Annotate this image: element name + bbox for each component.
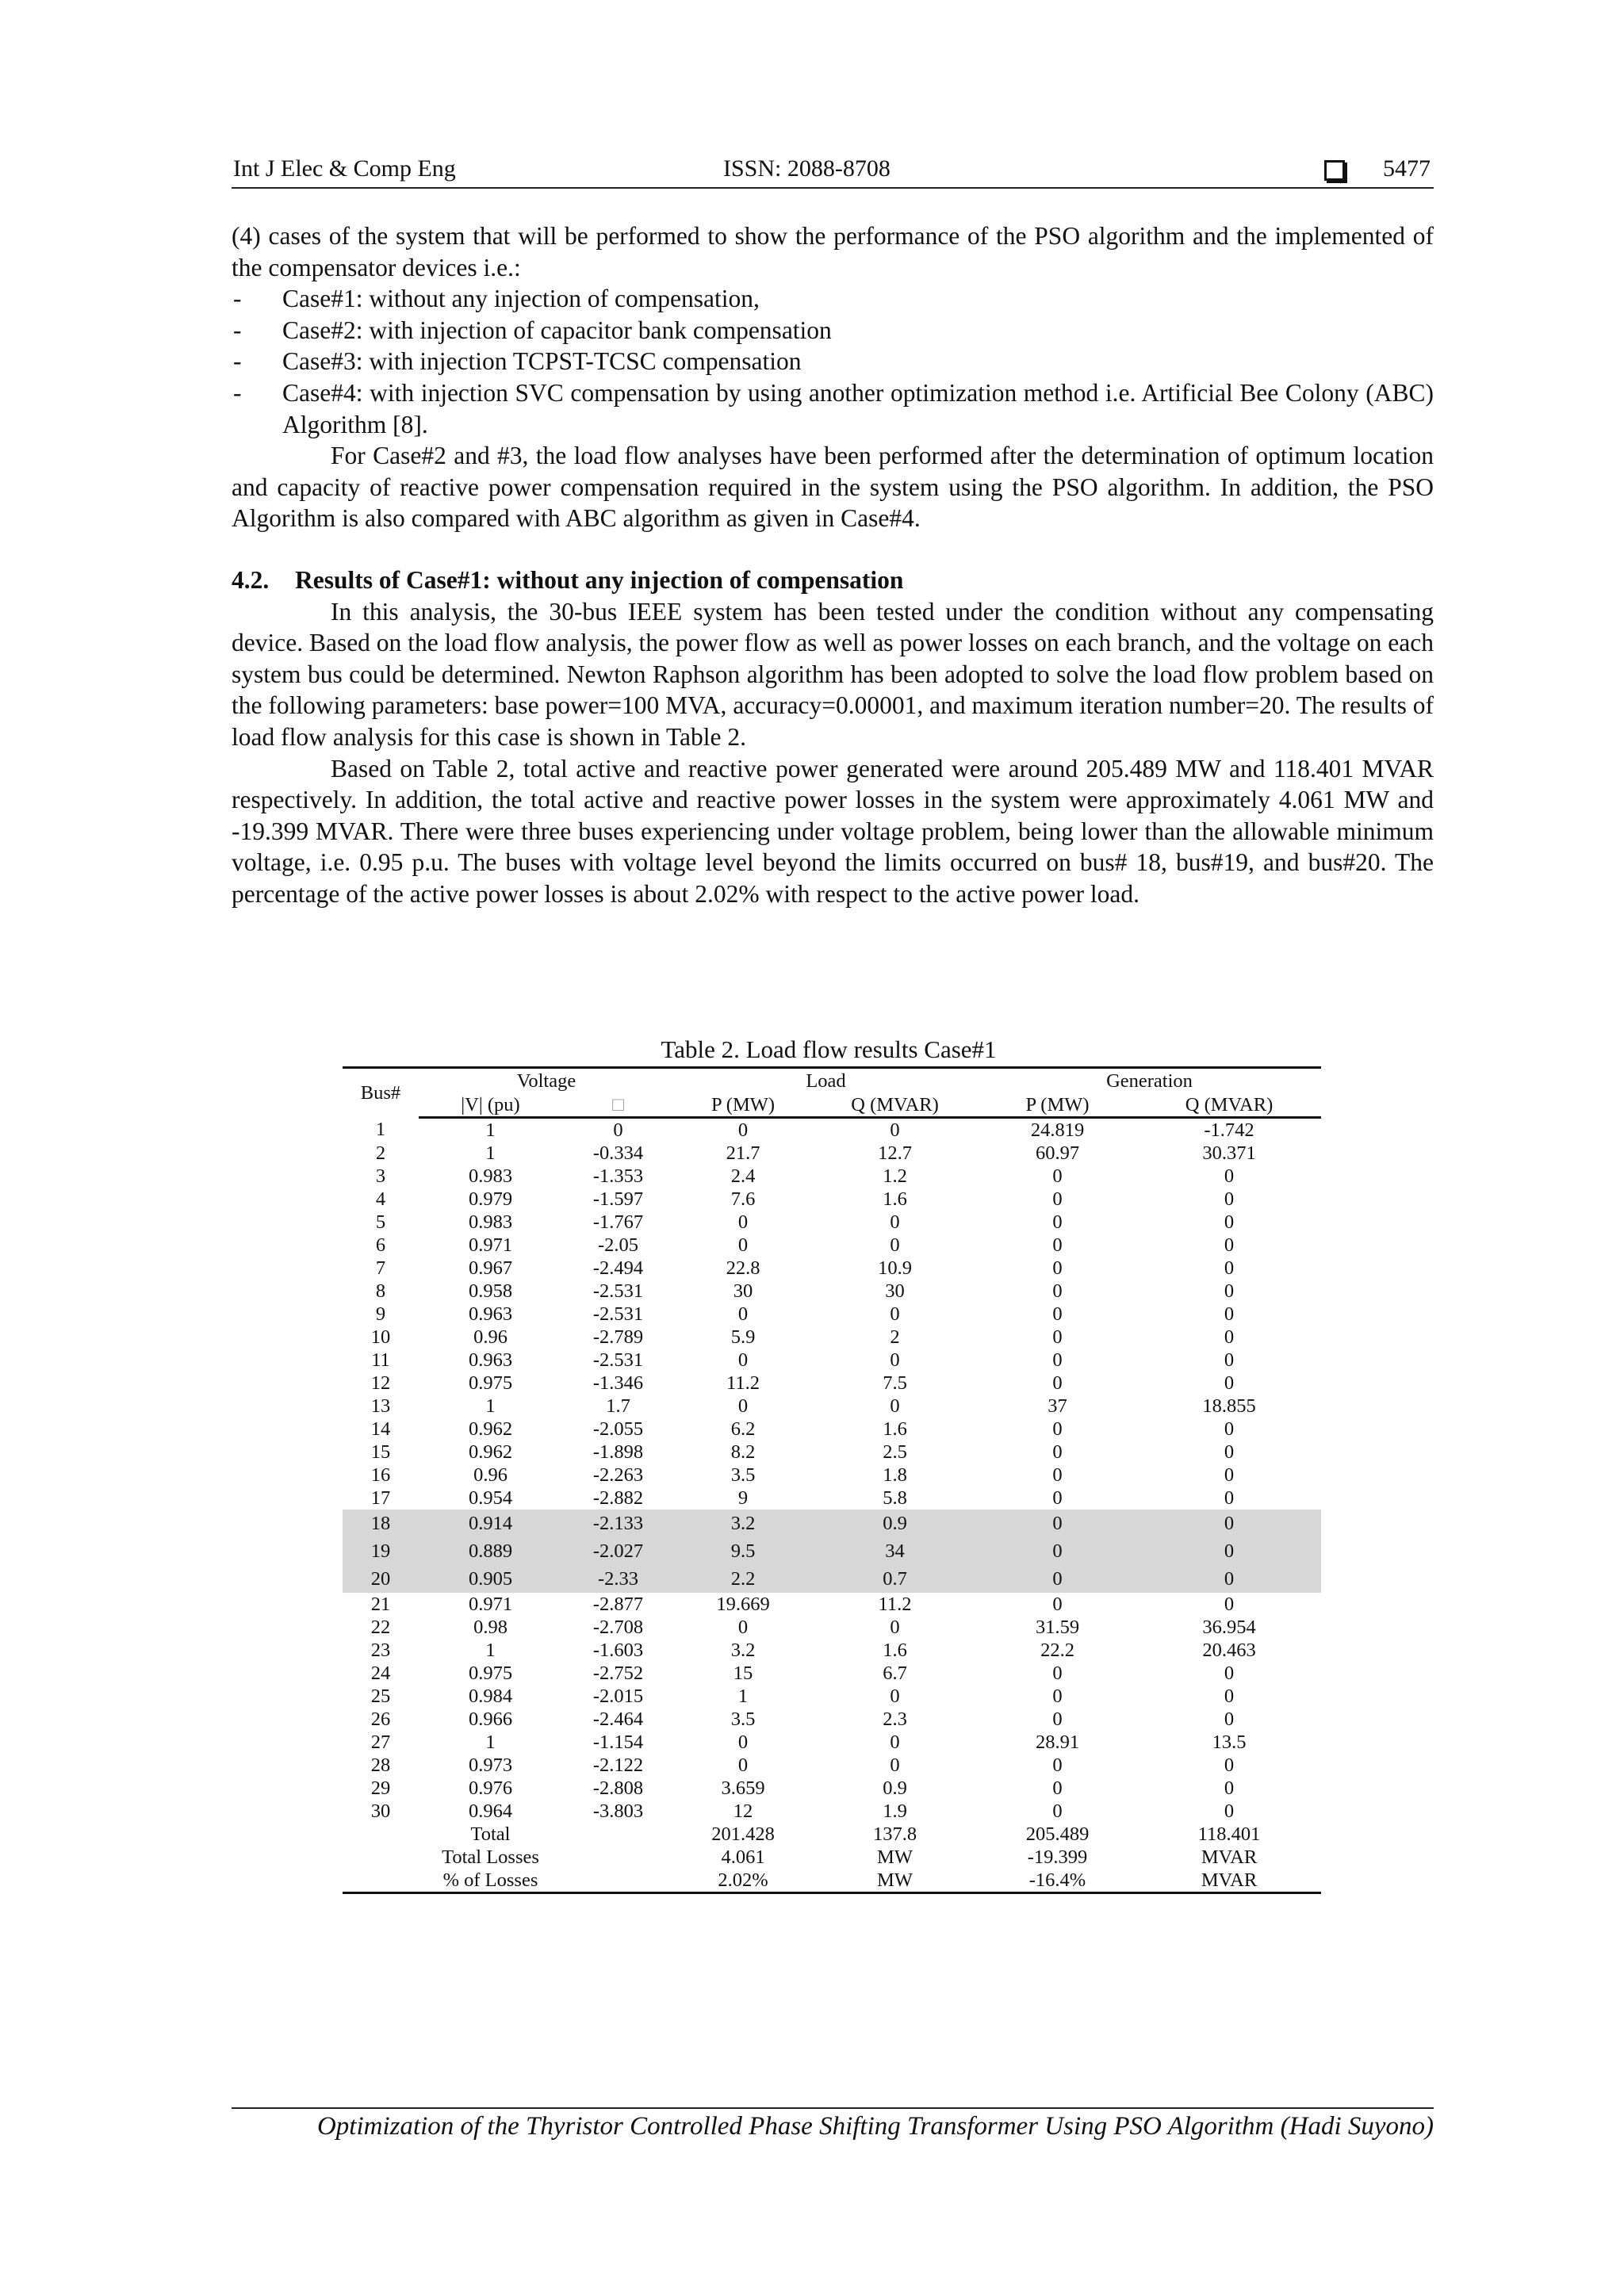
page-number: 5477 bbox=[1383, 155, 1431, 182]
table-row bbox=[343, 1372, 1321, 1395]
table-cell: 0 bbox=[1052, 1372, 1063, 1394]
table-cell: 0 bbox=[890, 1617, 900, 1638]
table-cell: 0 bbox=[1052, 1234, 1063, 1256]
table-cell: 1 bbox=[485, 1732, 496, 1753]
table-cell: 0 bbox=[1052, 1663, 1063, 1684]
table-cell: 1.6 bbox=[883, 1640, 907, 1661]
running-header bbox=[232, 155, 1434, 189]
table-cell: 0.964 bbox=[468, 1800, 513, 1822]
table-cell: 0 bbox=[1052, 1777, 1063, 1799]
table-cell: 19.669 bbox=[716, 1594, 770, 1615]
table-cell: 5 bbox=[375, 1211, 386, 1233]
table-cell: 0 bbox=[737, 1755, 749, 1776]
header-generation: Generation bbox=[1106, 1070, 1193, 1092]
table-cell: 0 bbox=[1224, 1303, 1235, 1325]
table-cell: 0.889 bbox=[419, 1537, 562, 1565]
table-cell: 0 bbox=[737, 1303, 749, 1325]
table-cell: 0.98 bbox=[473, 1617, 508, 1638]
table-cell: 1.7 bbox=[606, 1395, 630, 1417]
table-cell: 0.962 bbox=[468, 1418, 513, 1440]
table-cell: 60.97 bbox=[1035, 1142, 1080, 1164]
table-row bbox=[343, 1639, 1321, 1662]
summary-cell: 118.401 bbox=[1197, 1823, 1261, 1845]
table-cell: 21 bbox=[370, 1594, 391, 1615]
table-cell: -2.05 bbox=[597, 1234, 639, 1256]
table-cell: 0 bbox=[1052, 1188, 1063, 1210]
table-cell: 29 bbox=[370, 1777, 391, 1799]
header-voltage: Voltage bbox=[516, 1070, 576, 1092]
table-cell: 0.96 bbox=[473, 1326, 508, 1348]
table-row bbox=[343, 1685, 1321, 1708]
table-cell: -2.877 bbox=[592, 1594, 644, 1615]
table-cell: 0 bbox=[890, 1755, 900, 1776]
table-cell: 36.954 bbox=[1202, 1617, 1256, 1638]
table-row bbox=[343, 1487, 1321, 1510]
table-body bbox=[343, 1118, 1321, 1893]
table-cell: 6 bbox=[375, 1234, 386, 1256]
table-cell: 2.4 bbox=[730, 1165, 756, 1187]
table-cell: 16 bbox=[370, 1464, 391, 1486]
table-cell: 3.5 bbox=[730, 1464, 756, 1486]
table-row bbox=[343, 1777, 1321, 1800]
journal-name: Int J Elec & Comp Eng bbox=[233, 155, 456, 182]
table-cell: 0 bbox=[1052, 1755, 1063, 1776]
table-cell: 0 bbox=[1052, 1487, 1063, 1509]
table-cell: 7.6 bbox=[730, 1188, 756, 1210]
table-row bbox=[343, 1616, 1321, 1639]
table-cell: 0 bbox=[890, 1732, 900, 1753]
table-row bbox=[343, 1303, 1321, 1326]
table-cell: 0.96 bbox=[473, 1464, 508, 1486]
table-caption: Table 2. Load flow results Case#1 bbox=[661, 1035, 997, 1063]
table-cell: -2.789 bbox=[592, 1326, 644, 1348]
table-cell: -2.464 bbox=[592, 1709, 644, 1730]
table-row bbox=[343, 1464, 1321, 1487]
table-cell: 0 bbox=[890, 1349, 900, 1371]
table-row bbox=[343, 1593, 1321, 1616]
header-bus: Bus# bbox=[360, 1082, 401, 1104]
table-cell: -2.494 bbox=[592, 1257, 644, 1279]
case-list bbox=[232, 283, 1434, 440]
table-cell: -2.015 bbox=[592, 1686, 644, 1707]
table-cell: -2.882 bbox=[592, 1487, 644, 1509]
table-cell: 2.5 bbox=[883, 1441, 907, 1463]
table-cell: 26 bbox=[370, 1709, 391, 1730]
table-cell: 2 bbox=[890, 1326, 900, 1348]
table-cell: 0 bbox=[1224, 1326, 1235, 1348]
table-cell: 25 bbox=[370, 1686, 391, 1707]
table-cell: 28 bbox=[370, 1755, 391, 1776]
table-cell: 0.983 bbox=[468, 1165, 513, 1187]
table-cell: 0 bbox=[737, 1617, 749, 1638]
table-cell: 2.3 bbox=[883, 1709, 907, 1730]
table-row bbox=[343, 1565, 1321, 1593]
table-cell: 1.6 bbox=[883, 1418, 907, 1440]
section-heading: 4.2. Results of Case#1: without any injection of compensation bbox=[232, 565, 904, 594]
table-row bbox=[343, 1537, 1321, 1565]
summary-cell: MVAR bbox=[1201, 1869, 1258, 1891]
results-paragraph-1: In this analysis, the 30-bus IEEE system has been tested under the condition without any compensating device. Based on the load flow analysis, the power flow as well as power losses on each branch, and the voltage on each system bus could be determined. Newton Raphson algorithm has been adopted to solve the load flow problem based on the following parameters: base power=100 MVA, accuracy=0.00001, and maximum iteration number=20. The results of load flow analysis for this case is shown in Table 2. bbox=[232, 597, 1434, 751]
table-cell: 0 bbox=[1052, 1257, 1063, 1279]
table-cell: 0 bbox=[737, 1234, 749, 1256]
table-cell: 0 bbox=[978, 1510, 1137, 1537]
summary-label: Total bbox=[470, 1823, 511, 1845]
table-cell: 1 bbox=[737, 1686, 749, 1707]
summary-cell: MVAR bbox=[1201, 1846, 1258, 1868]
table-cell: 0.905 bbox=[419, 1565, 562, 1593]
table-cell: 0 bbox=[1224, 1777, 1235, 1799]
table-cell: 23 bbox=[370, 1640, 391, 1661]
header-load-p: P (MW) bbox=[674, 1093, 812, 1118]
case-item: - Case#3: with injection TCPST-TCSC compensation bbox=[233, 347, 802, 376]
table-cell: 0 bbox=[890, 1211, 900, 1233]
table-cell: 11.2 bbox=[726, 1372, 760, 1394]
summary-label: % of Losses bbox=[442, 1869, 538, 1891]
table-cell: -1.603 bbox=[592, 1640, 644, 1661]
table-cell: 0 bbox=[890, 1119, 900, 1141]
table-cell: -2.808 bbox=[592, 1777, 644, 1799]
table-cell: 0 bbox=[1224, 1188, 1235, 1210]
table-cell: -2.263 bbox=[592, 1464, 644, 1486]
table-cell: 22 bbox=[370, 1617, 391, 1638]
table-cell: 0 bbox=[1052, 1441, 1063, 1463]
table-cell: 1.6 bbox=[883, 1188, 907, 1210]
table-cell: 3.2 bbox=[730, 1640, 756, 1661]
table-row bbox=[343, 1800, 1321, 1823]
table-row bbox=[343, 1211, 1321, 1234]
case-item: - Case#2: with injection of capacitor bank compensation bbox=[233, 316, 832, 344]
table-cell: -1.346 bbox=[592, 1372, 644, 1394]
table-cell: 0 bbox=[1137, 1565, 1321, 1593]
table-cell: 5.8 bbox=[883, 1487, 907, 1509]
table-cell: 0 bbox=[1224, 1349, 1235, 1371]
load-flow-table bbox=[343, 1066, 1321, 1894]
table-cell: 3.659 bbox=[721, 1777, 765, 1799]
table-cell: 0 bbox=[978, 1537, 1137, 1565]
table-cell: 0.7 bbox=[812, 1565, 978, 1593]
body-text bbox=[232, 220, 1434, 909]
results-paragraph-2: Based on Table 2, total active and reactive power generated were around 205.489 MW and 118.401 MVAR respectively. In addition, the total active and reactive power losses in the system were approximately 4.061 MW and -19.399 MVAR. There were three buses experiencing under voltage problem, being lower than the allowable minimum voltage, i.e. 0.95 p.u. The buses with voltage level beyond the limits occurred on bus# 18, bus#19, and bus#20. The percentage of the active power losses is about 2.02% with respect to the active power load. bbox=[232, 754, 1434, 908]
table-cell: 0 bbox=[890, 1395, 900, 1417]
table-cell: 30.371 bbox=[1202, 1142, 1256, 1164]
table-cell: 0.975 bbox=[468, 1372, 513, 1394]
table-cell: 0.983 bbox=[468, 1211, 513, 1233]
table-cell: 12 bbox=[733, 1800, 753, 1822]
table-cell: 9.5 bbox=[674, 1537, 812, 1565]
table-cell: -2.708 bbox=[592, 1617, 644, 1638]
summary-label: Total Losses bbox=[442, 1846, 539, 1868]
header-load-q: Q (MVAR) bbox=[812, 1093, 978, 1118]
table-cell: 20.463 bbox=[1202, 1640, 1256, 1661]
table-cell: 1 bbox=[485, 1142, 496, 1164]
table-cell: 0 bbox=[1224, 1418, 1235, 1440]
table-cell: -2.122 bbox=[592, 1755, 644, 1776]
table-cell: 5.9 bbox=[730, 1326, 756, 1348]
table-cell: 0 bbox=[978, 1565, 1137, 1593]
table-cell: 0.973 bbox=[468, 1755, 513, 1776]
header-angle: □ bbox=[562, 1093, 674, 1118]
table-row bbox=[343, 1165, 1321, 1188]
table-cell: 0.975 bbox=[468, 1663, 513, 1684]
table-cell: 30 bbox=[733, 1280, 753, 1302]
table-cell: 7 bbox=[375, 1257, 386, 1279]
summary-row bbox=[343, 1869, 1321, 1893]
table-row bbox=[343, 1731, 1321, 1754]
table-cell: -1.767 bbox=[592, 1211, 644, 1233]
table-cell: -2.531 bbox=[592, 1280, 644, 1302]
table-cell: 1 bbox=[375, 1119, 386, 1141]
table-cell: 2 bbox=[375, 1142, 386, 1164]
table-row bbox=[343, 1441, 1321, 1464]
table-cell: 0 bbox=[1224, 1663, 1235, 1684]
summary-cell: -19.399 bbox=[1027, 1846, 1088, 1868]
table-cell: 11.2 bbox=[878, 1594, 912, 1615]
table-cell: 8.2 bbox=[730, 1441, 756, 1463]
table-cell: 17 bbox=[370, 1487, 391, 1509]
table-cell: 13.5 bbox=[1212, 1732, 1247, 1753]
table-row bbox=[343, 1510, 1321, 1537]
table-cell: 0.9 bbox=[883, 1777, 907, 1799]
table-cell: 0.963 bbox=[468, 1349, 513, 1371]
table-cell: 0 bbox=[1052, 1686, 1063, 1707]
table-cell: 22.8 bbox=[726, 1257, 760, 1279]
table-cell: 0 bbox=[890, 1303, 900, 1325]
table-cell: 0 bbox=[737, 1395, 749, 1417]
table-cell: 34 bbox=[812, 1537, 978, 1565]
table-cell: 20 bbox=[343, 1565, 419, 1593]
table-cell: 1 bbox=[485, 1395, 496, 1417]
table-row bbox=[343, 1662, 1321, 1685]
table-cell: 0 bbox=[1224, 1464, 1235, 1486]
table-cell: 11 bbox=[371, 1349, 390, 1371]
summary-row bbox=[343, 1846, 1321, 1869]
table-cell: 6.2 bbox=[730, 1418, 756, 1440]
summary-cell: 4.061 bbox=[721, 1846, 765, 1868]
table-cell: 0 bbox=[1052, 1418, 1063, 1440]
table-cell: 0 bbox=[1224, 1755, 1235, 1776]
table-row bbox=[343, 1234, 1321, 1257]
table-cell: 0.971 bbox=[468, 1594, 513, 1615]
summary-cell: 2.02% bbox=[718, 1869, 768, 1891]
table-cell: 0 bbox=[890, 1686, 900, 1707]
table-cell: 0 bbox=[737, 1119, 749, 1141]
table-cell: 15 bbox=[370, 1441, 391, 1463]
table-cell: 0 bbox=[1224, 1165, 1235, 1187]
table-cell: 37 bbox=[1048, 1395, 1067, 1417]
summary-cell: -16.4% bbox=[1028, 1869, 1086, 1891]
table-cell: 0 bbox=[1224, 1257, 1235, 1279]
table-cell: 0 bbox=[1052, 1280, 1063, 1302]
table-cell: 0 bbox=[1052, 1165, 1063, 1187]
case-item: - Case#1: without any injection of compensation, bbox=[233, 285, 760, 313]
table-cell: 0 bbox=[1224, 1686, 1235, 1707]
table-cell: 0 bbox=[1224, 1594, 1235, 1615]
table-cell: 15 bbox=[733, 1663, 753, 1684]
header-v-pu: |V| (pu) bbox=[419, 1093, 562, 1118]
table-cell: 31.59 bbox=[1035, 1617, 1080, 1638]
header-load: Load bbox=[806, 1070, 846, 1092]
table-cell: 13 bbox=[370, 1395, 391, 1417]
summary-row bbox=[343, 1823, 1321, 1846]
table-cell: 0 bbox=[1137, 1537, 1321, 1565]
table-cell: 0.963 bbox=[468, 1303, 513, 1325]
table-cell: -2.055 bbox=[592, 1418, 644, 1440]
case-paragraph: For Case#2 and #3, the load flow analyses have been performed after the determination of optimum location and capacity of reactive power compensation required in the system using the PSO algorithm. In addition, the PSO Algorithm is also compared with ABC algorithm as given in Case#4. bbox=[232, 442, 1434, 533]
table-cell: 0.962 bbox=[468, 1441, 513, 1463]
table-cell: 0 bbox=[1224, 1709, 1235, 1730]
table-cell: 0 bbox=[737, 1732, 749, 1753]
table-row bbox=[343, 1326, 1321, 1349]
table-row bbox=[343, 1349, 1321, 1372]
header-gen-q: Q (MVAR) bbox=[1137, 1093, 1321, 1118]
table-cell: -3.803 bbox=[592, 1800, 644, 1822]
table-cell: -2.752 bbox=[592, 1663, 644, 1684]
table-cell: -1.742 bbox=[1204, 1119, 1254, 1141]
table-cell: 24 bbox=[370, 1663, 391, 1684]
table-cell: -1.154 bbox=[592, 1732, 644, 1753]
table-cell: 1.9 bbox=[883, 1800, 907, 1822]
table-cell: 0.958 bbox=[468, 1280, 513, 1302]
table-cell: 0 bbox=[737, 1349, 749, 1371]
intro-paragraph: (4) cases of the system that will be performed to show the performance of the PSO algorithm and the implemented of the compensator devices i.e.: bbox=[232, 222, 1434, 281]
table-cell: 14 bbox=[370, 1418, 391, 1440]
table-cell: 1 bbox=[485, 1640, 496, 1661]
summary-cell: MW bbox=[877, 1846, 913, 1868]
table-row bbox=[343, 1280, 1321, 1303]
table-cell: 12 bbox=[370, 1372, 391, 1394]
table-cell: 18 bbox=[343, 1510, 419, 1537]
table-cell: -2.531 bbox=[592, 1303, 644, 1325]
table-cell: 24.819 bbox=[1030, 1119, 1085, 1141]
table-cell: 0.967 bbox=[468, 1257, 513, 1279]
table-cell: 1.2 bbox=[883, 1165, 907, 1187]
issn: ISSN: 2088-8708 bbox=[723, 155, 891, 182]
table-cell: 10.9 bbox=[878, 1257, 912, 1279]
table-cell: 0.984 bbox=[468, 1686, 513, 1707]
table-row bbox=[343, 1754, 1321, 1777]
table-cell: -2.027 bbox=[562, 1537, 674, 1565]
table-cell: 0 bbox=[1052, 1464, 1063, 1486]
table-cell: 12.7 bbox=[878, 1142, 912, 1164]
table-row bbox=[343, 1708, 1321, 1731]
table-row bbox=[343, 1118, 1321, 1142]
table-cell: 0.914 bbox=[419, 1510, 562, 1537]
table-cell: 21.7 bbox=[726, 1142, 760, 1164]
table-cell: 0 bbox=[1052, 1303, 1063, 1325]
table-cell: -1.597 bbox=[592, 1188, 644, 1210]
table-cell: 0 bbox=[1224, 1441, 1235, 1463]
table-cell: 2.2 bbox=[674, 1565, 812, 1593]
table-cell: 0 bbox=[1052, 1800, 1063, 1822]
table-cell: 6.7 bbox=[883, 1663, 907, 1684]
table-cell: 30 bbox=[370, 1800, 391, 1822]
table-cell: -2.33 bbox=[562, 1565, 674, 1593]
table-cell: 0 bbox=[1052, 1709, 1063, 1730]
table-cell: 0 bbox=[1052, 1211, 1063, 1233]
table-cell: 0 bbox=[737, 1211, 749, 1233]
table-cell: 1 bbox=[485, 1119, 496, 1141]
table-cell: 27 bbox=[370, 1732, 391, 1753]
table-cell: 0.979 bbox=[468, 1188, 513, 1210]
table-cell: 0 bbox=[1224, 1372, 1235, 1394]
running-footer: Optimization of the Thyristor Controlled Phase Shifting Transformer Using PSO Algorithm (Hadi Suyono) bbox=[316, 2112, 1434, 2141]
table-cell: 0 bbox=[890, 1234, 900, 1256]
table-cell: 0.966 bbox=[468, 1709, 513, 1730]
table-cell: 19 bbox=[343, 1537, 419, 1565]
table-cell: 9 bbox=[375, 1303, 386, 1325]
table-row bbox=[343, 1142, 1321, 1165]
table-row bbox=[343, 1188, 1321, 1211]
table-cell: -1.353 bbox=[592, 1165, 644, 1187]
table-cell: 0.9 bbox=[812, 1510, 978, 1537]
table-cell: 1.8 bbox=[883, 1464, 907, 1486]
summary-cell: 205.489 bbox=[1025, 1823, 1090, 1845]
table-cell: 18.855 bbox=[1202, 1395, 1256, 1417]
table-cell: 0 bbox=[613, 1119, 623, 1141]
square-bullet-icon bbox=[1324, 160, 1345, 181]
table-cell: 22.2 bbox=[1040, 1640, 1074, 1661]
table-cell: 0.954 bbox=[468, 1487, 513, 1509]
summary-cell: 137.8 bbox=[872, 1823, 917, 1845]
table-cell: 7.5 bbox=[883, 1372, 907, 1394]
footer-rule bbox=[232, 2107, 1434, 2109]
header-gen-p: P (MW) bbox=[978, 1093, 1137, 1118]
table-row bbox=[343, 1418, 1321, 1441]
table-cell: 4 bbox=[375, 1188, 386, 1210]
table-cell: 28.91 bbox=[1035, 1732, 1080, 1753]
table-cell: -1.898 bbox=[592, 1441, 644, 1463]
table-cell: 9 bbox=[737, 1487, 749, 1509]
table-cell: 3 bbox=[375, 1165, 386, 1187]
table-cell: 0 bbox=[1137, 1510, 1321, 1537]
summary-cell: MW bbox=[877, 1869, 913, 1891]
table-cell: 0.971 bbox=[468, 1234, 513, 1256]
table-cell: 0 bbox=[1224, 1800, 1235, 1822]
table-cell: 0 bbox=[1052, 1349, 1063, 1371]
table-cell: 0 bbox=[1224, 1211, 1235, 1233]
table-cell: 0.976 bbox=[468, 1777, 513, 1799]
table-cell: -2.133 bbox=[562, 1510, 674, 1537]
table-cell: 30 bbox=[885, 1280, 905, 1302]
table-cell: -2.531 bbox=[592, 1349, 644, 1371]
table-cell: -0.334 bbox=[592, 1142, 644, 1164]
case-item: - Case#4: with injection SVC compensation by using another optimization method i.e. Artificial Bee Colony (ABC) Algorithm [8]. bbox=[233, 378, 1434, 438]
table-cell: 3.5 bbox=[730, 1709, 756, 1730]
table-row bbox=[343, 1395, 1321, 1418]
table-cell: 0 bbox=[1052, 1326, 1063, 1348]
table-cell: 0 bbox=[1052, 1594, 1063, 1615]
table-cell: 10 bbox=[370, 1326, 391, 1348]
table-cell: 0 bbox=[1224, 1487, 1235, 1509]
table-row bbox=[343, 1257, 1321, 1280]
table-cell: 0 bbox=[1224, 1234, 1235, 1256]
table-cell: 0 bbox=[1224, 1280, 1235, 1302]
summary-cell: 201.428 bbox=[711, 1823, 775, 1845]
table-cell: 3.2 bbox=[674, 1510, 812, 1537]
table-cell: 8 bbox=[375, 1280, 386, 1302]
